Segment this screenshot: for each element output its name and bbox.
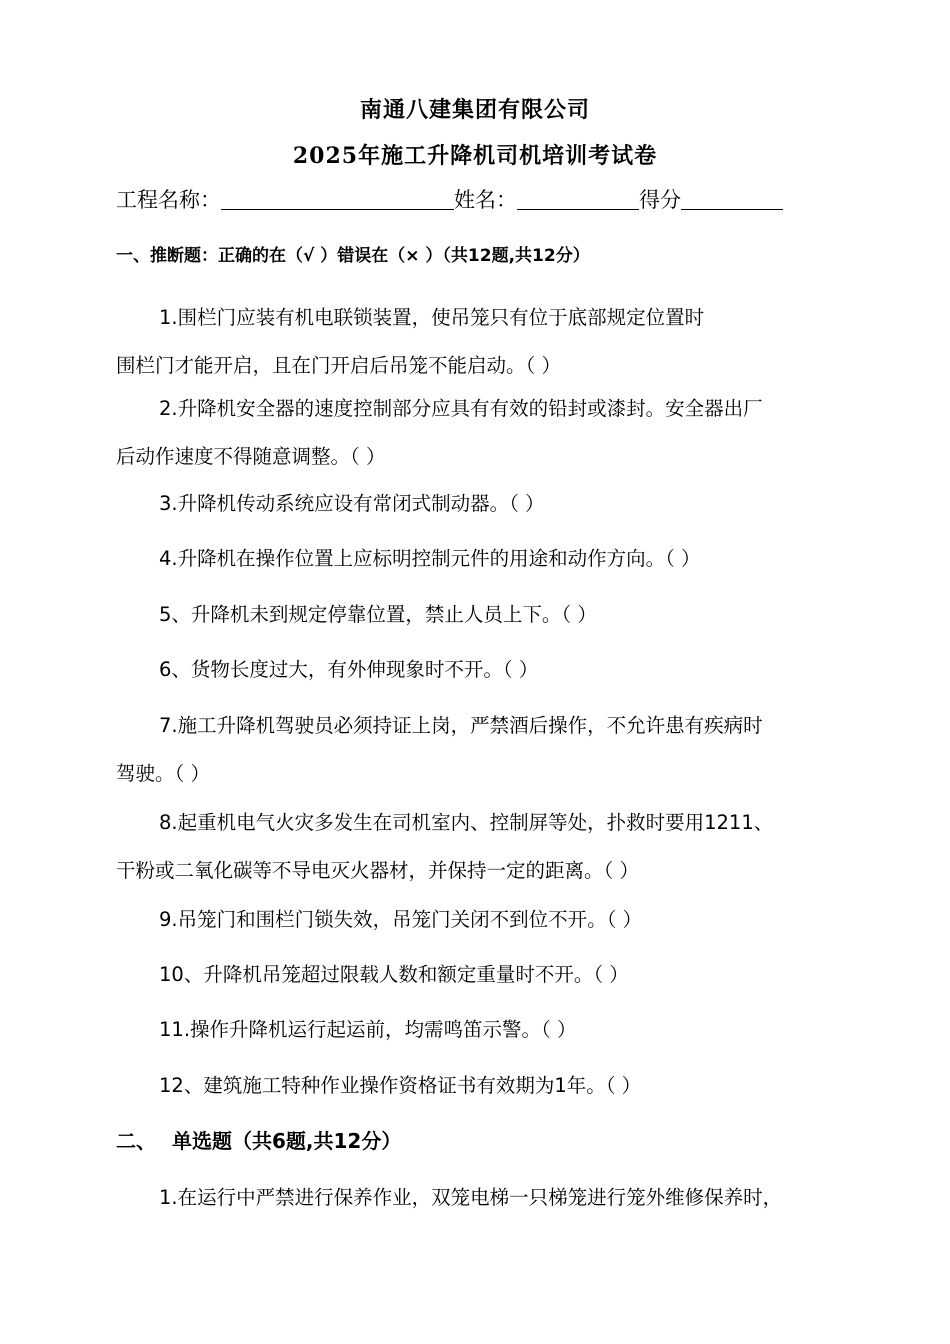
question-item [116,646,866,694]
question-text: 8.起重机电气火灾多发生在司机室内、控制屏等处，扑救时要用1211、 [159,811,774,834]
name-blank[interactable] [517,184,639,210]
section-2-number: 二、 [116,1129,156,1153]
question-text: 6、货物长度过大，有外伸现象时不开。（ ） [159,658,539,681]
question-item [116,951,866,999]
project-label: 工程名称： [116,188,221,212]
question-text: 11.操作升降机运行起运前，均需鸣笛示警。（ ） [159,1018,577,1041]
exam-title: 2025年施工升降机司机培训考试卷 [292,143,658,169]
question-item [116,799,866,895]
question-text: 10、升降机吊笼超过限载人数和额定重量时不开。（ ） [159,963,629,986]
question-item [116,1174,866,1222]
name-label: 姓名： [454,188,517,212]
question-item [116,1062,866,1110]
question-item [116,294,866,390]
question-text: 5、升降机未到规定停靠位置，禁止人员上下。（ ） [159,603,597,626]
question-text: 7.施工升降机驾驶员必须持证上岗，严禁酒后操作，不允许患有疾病时 [159,714,763,737]
exam-info-row [116,184,836,216]
question-text-continued: 后动作速度不得随意调整。（ ） [116,445,386,468]
question-text: 3.升降机传动系统应设有常闭式制动器。（ ） [159,492,545,515]
question-item [116,702,866,798]
question-text: 1.围栏门应装有机电联锁装置，使吊笼只有位于底部规定位置时 [159,306,705,329]
question-text-continued: 驾驶。（ ） [116,762,210,785]
question-item [116,480,866,528]
project-name-blank[interactable] [221,184,454,210]
company-title: 南通八建集团有限公司 [359,97,590,123]
question-text: 9.吊笼门和围栏门锁失效，吊笼门关闭不到位不开。（ ） [159,908,643,931]
section-2-title: 单选题（共6题,共12分） [172,1129,402,1153]
section-2-heading [116,1126,401,1156]
score-blank[interactable] [681,184,783,210]
question-text: 2.升降机安全器的速度控制部分应具有有效的铅封或漆封。安全器出厂 [159,397,763,420]
question-text-continued: 围栏门才能开启，且在门开启后吊笼不能启动。（ ） [116,354,561,377]
question-item [116,896,866,944]
section-1-heading: 一、推断题：正确的在（√ ）错误在（× ）（共12题,共12分） [116,246,590,266]
question-item [116,535,866,583]
question-item [116,591,866,639]
question-item [116,1006,866,1054]
score-label: 得分 [639,188,681,212]
question-item [116,385,866,481]
question-text-continued: 干粉或二氧化碳等不导电灭火器材，并保持一定的距离。（ ） [116,859,639,882]
question-text: 4.升降机在操作位置上应标明控制元件的用途和动作方向。（ ） [159,547,701,570]
question-text: 1.在运行中严禁进行保养作业，双笼电梯一只梯笼进行笼外维修保养时， [159,1186,783,1209]
question-text: 12、建筑施工特种作业操作资格证书有效期为1年。（ ） [159,1074,642,1097]
